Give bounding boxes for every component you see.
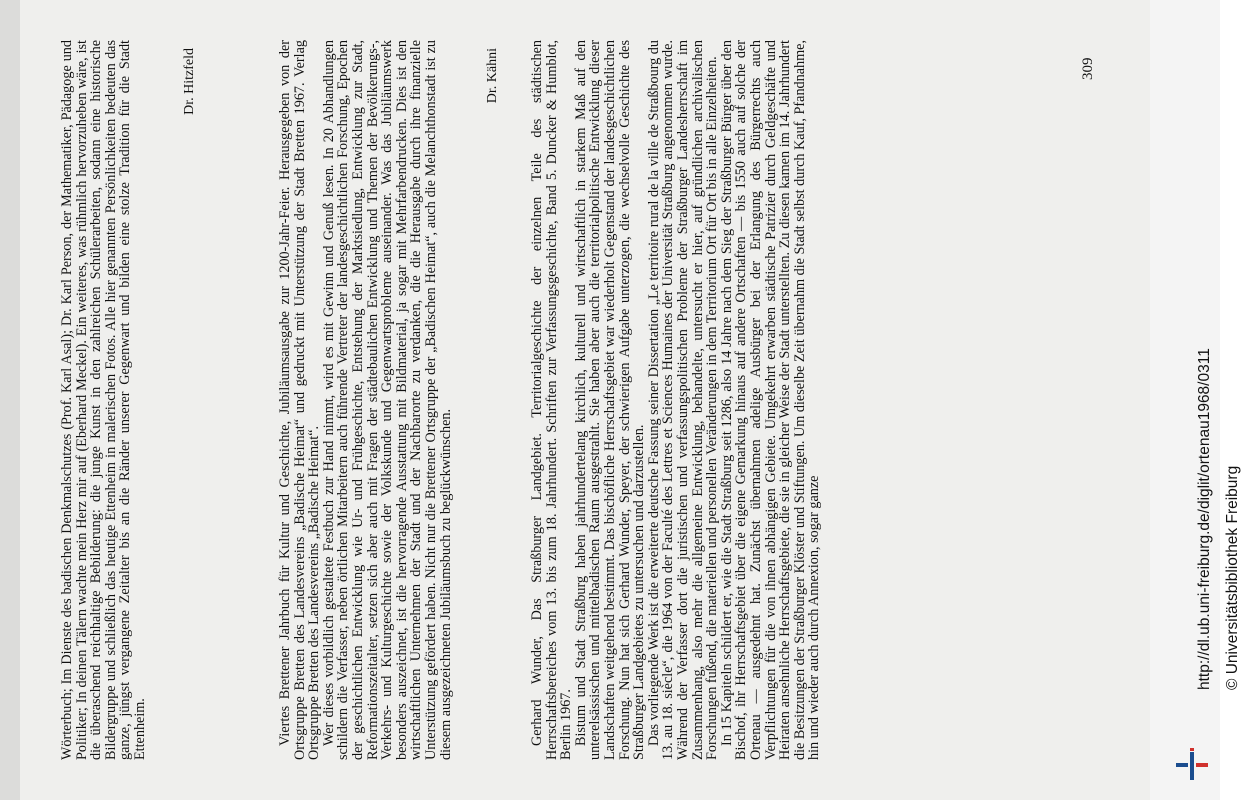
ub-freiburg-logo-icon [1176, 748, 1212, 784]
review-3-paragraph-1: Gerhard Wunder, Das Straßburger Landgebiet. Territorialgeschichte der einzelnen Teile des städtischen Herrschaftsbereiches vom 13. bis zum 18. Jahrhundert. Schriften zur Verfassungsgeschichte, Band 5. Duncker & Humblot, Berlin 1967. [529, 40, 575, 760]
rotated-page-content [59, 40, 1096, 760]
copyright-notice: © Universitätsbibliothek Freiburg [1224, 465, 1241, 690]
review-section-2 [278, 40, 453, 760]
review-2-signature: Dr. Kähni [485, 48, 500, 104]
source-url: http://dl.ub.uni-freiburg.de/diglit/ortenau1968/0311 [1196, 348, 1213, 690]
page-number: 309 [1080, 57, 1096, 80]
review-1-signature: Dr. Hitzfeld [182, 48, 197, 115]
review-3-paragraph-4: In 15 Kapiteln schildert er, wie die Stadt Straßburg seit 1286, also 14 Jahre nach dem Sieg der Straßburger Bürger über den Bischof, ihr Herrschaftsgebiet über die eigene Gemarkung hinaus auf andere Ortschaften — bis 1550 auch auf solche der Ortenau — ausgedehnt hat. Zunächst übernahmen adelige Ausbürger bei der Erlangung des Bürgerrechts auch Verpflichtungen für die von ihnen abhängigen Gebiete. Umgekehrt erwarben städtische Patrizier durch Geldgeschäfte und Heiraten ansehnliche Herrschaftsgebiete, die sie in gleicher Weise der Stadt unterstellten. Zu diesen kamen im 14. Jahrhundert die Besitzungen der Straßburger Klöster und Stiftungen. Um dieselbe Zeit übernahm die Stadt selbst durch Kauf, Pfandnahme, hin und wieder auch durch Annexion, sogar ganze [718, 40, 823, 760]
review-2-paragraph-1: Viertes Brettener Jahrbuch für Kultur und Geschichte, Jubiläumsausgabe zur 1200-Jahr-Feier. Herausgegeben von der Ortsgruppe Bretten des Landesvereins „Badische Heimat“ und gedruckt mit Unterstützung der Stadt Bretten 1967. Verlag Ortsgruppe Bretten des Landesvereins „Badische Heimat“. [277, 40, 323, 760]
review-3-paragraph-2: Bistum und Stadt Straßburg haben jahrhundertelang kirchlich, kulturell und wirtschaftlich in starkem Maß auf den unterelsässischen und mittelbadischen Raum ausgestrahlt. Sie haben aber auch die territorialpolitische Entwicklung dieser Landschaften weitgehend bestimmt. Das bischöfliche Herrschaftsgebiet war wiederholt Gegenstand der landesgeschichtlichen Forschung. Nun hat sich Gerhard Wunder, Speyer, der schwierigen Aufgabe unterzogen, die wechselvolle Geschichte des Straßburger Landgebietes zu untersuchen und darzustellen. [572, 40, 648, 760]
review-1-paragraph-1: Wörterbuch; Im Dienste des badischen Denkmalschutzes (Prof. Karl Asal); Dr. Karl Person, der Mathematiker, Pädagoge und Politiker; In deinen Tälern wachte mein Herz mir auf (Eberhard Meckel). Ein weiteres, was rühmlich hervorzuheben wäre, ist die überaschend reichhaltige Bebilderung: die junge Kunst in den zahlreichen Schülerarbeiten, sodann eine historische Bildergruppe und schließlich das heutige Ettenheim in malerischen Fotos. Alle hier genannten Persönlichkeiten bedeuten das ganze, jüngst vergangene Zeitalter bis an die Ränder unserer Gegenwart und bilden eine stolze Tradition für die Stadt Ettenheim. [59, 40, 148, 760]
review-3-paragraph-3: Das vorliegende Werk ist die erweiterte deutsche Fassung seiner Dissertation „Le territoire rural de la ville de Straßbourg du 13. au 18. siècle“, die 1964 von der Faculté des Lettres et Sciences Humaines der Universität Straßburg angenommen wurde. Während der Verfasser dort die juristischen und verfassungspolitischen Probleme der Straßburger Landesherrschaft im Zusammenhang, also mehr die allgemeine Entwicklung, behandelte, untersucht er hier, auf gründlichen archivalischen Forschungen fußend, die materiellen und personellen Veränderungen in dem Territorium Ort für Ort bis in alle Einzelheiten. [645, 40, 721, 760]
review-section-3 [530, 40, 822, 760]
page-edge-shadow [0, 0, 20, 800]
review-2-paragraph-2: Wer dieses vorbildlich gestaltete Festbuch zur Hand nimmt, wird es mit Gewinn und Genuß lesen. In 20 Abhandlungen schildern die Verfasser, neben örtlichen Mitarbeitern auch führende Vertreter der landesgeschichtlichen Forschung, Epochen der geschichtlichen Entwicklung wie Ur- und Frühgeschichte, Entstehung der Marktsiedlung, Entwicklung zur Stadt, Reformationszeitalter, setzen sich aber auch mit Fragen der städtebaulichen Entwicklung und Themen der Bevölkerungs-, Verkehrs- und Kulturgeschichte sowie der Volkskunde und Gegenwartsprobleme auseinander. Was das Jubiläumswerk besonders auszeichnet, ist die hervorragende Ausstattung mit Bildmaterial, ja sogar mit Mehrfarbendrucken. Dies ist den wirtschaftlichen Unternehmen der Stadt und der Nachbarorte zu verdanken, die die Herausgabe durch ihre finanzielle Unterstützung gefördert haben. Nicht nur die Brettener Ortsgruppe der „Badischen Heimat“, auch die Melanchthonstadt ist zu diesem ausgezeichneten Jubiläumsbuch zu beglückwünschen. [320, 40, 454, 760]
review-section-1 [60, 40, 148, 760]
